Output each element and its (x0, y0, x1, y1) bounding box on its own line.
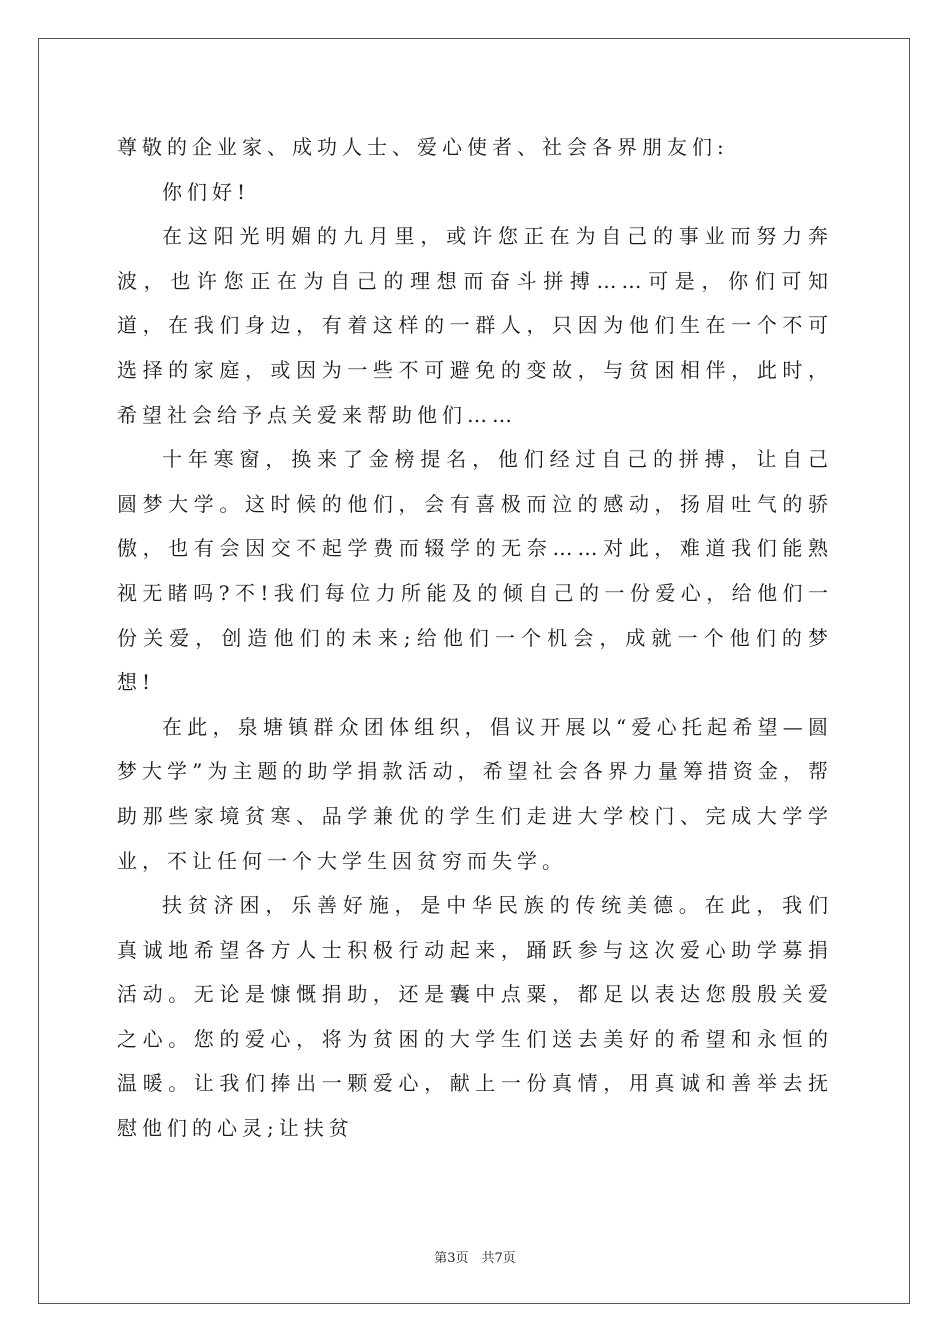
salutation: 尊敬的企业家、成功人士、爱心使者、社会各界朋友们: (117, 135, 729, 159)
body-paragraph-3: 在此，泉塘镇群众团体组织，倡议开展以“爱心托起希望—圆梦大学”为主题的助学捐款活动，希望社会各界力量筹措资金，帮助那些家境贫寒、品学兼优的学生们走进大学校门、完成大学学业，不让任何一个大学生因贫穷而失学。 (117, 714, 833, 873)
body-paragraph-1: 在这阳光明媚的九月里，或许您正在为自己的事业而努力奔波，也许您正在为自己的理想而奋斗拼搏……可是，你们可知道，在我们身边，有着这样的一群人，只因为他们生在一个不可选择的家庭，或因为一些不可避免的变故，与贫困相伴，此时，希望社会给予点关爱来帮助他们…… (117, 224, 833, 427)
greeting: 你们好! (162, 179, 251, 204)
body-paragraph-2: 十年寒窗，换来了金榜提名，他们经过自己的拼搏，让自己圆梦大学。这时候的他们，会有喜极而泣的感动，扬眉吐气的骄傲，也有会因交不起学费而辍学的无奈……对此，难道我们能熟视无睹吗?不!我们每位力所能及的倾自己的一份爱心，给他们一份关爱，创造他们的未来;给他们一个机会，成就一个他们的梦想! (117, 447, 833, 695)
page-number: 第3页 共7页 (434, 1251, 516, 1266)
document-body (117, 125, 833, 1151)
body-paragraph-4: 扶贫济困，乐善好施，是中华民族的传统美德。在此，我们真诚地希望各方人士积极行动起来，踊跃参与这次爱心助学募捐活动。无论是慷慨捐助，还是囊中点粟，都足以表达您殷殷关爱之心。您的爱心，将为贫困的大学生们送去美好的希望和永恒的温暖。让我们捧出一颗爱心，献上一份真情，用真诚和善举去抚慰他们的心灵;让扶贫 (117, 893, 833, 1141)
